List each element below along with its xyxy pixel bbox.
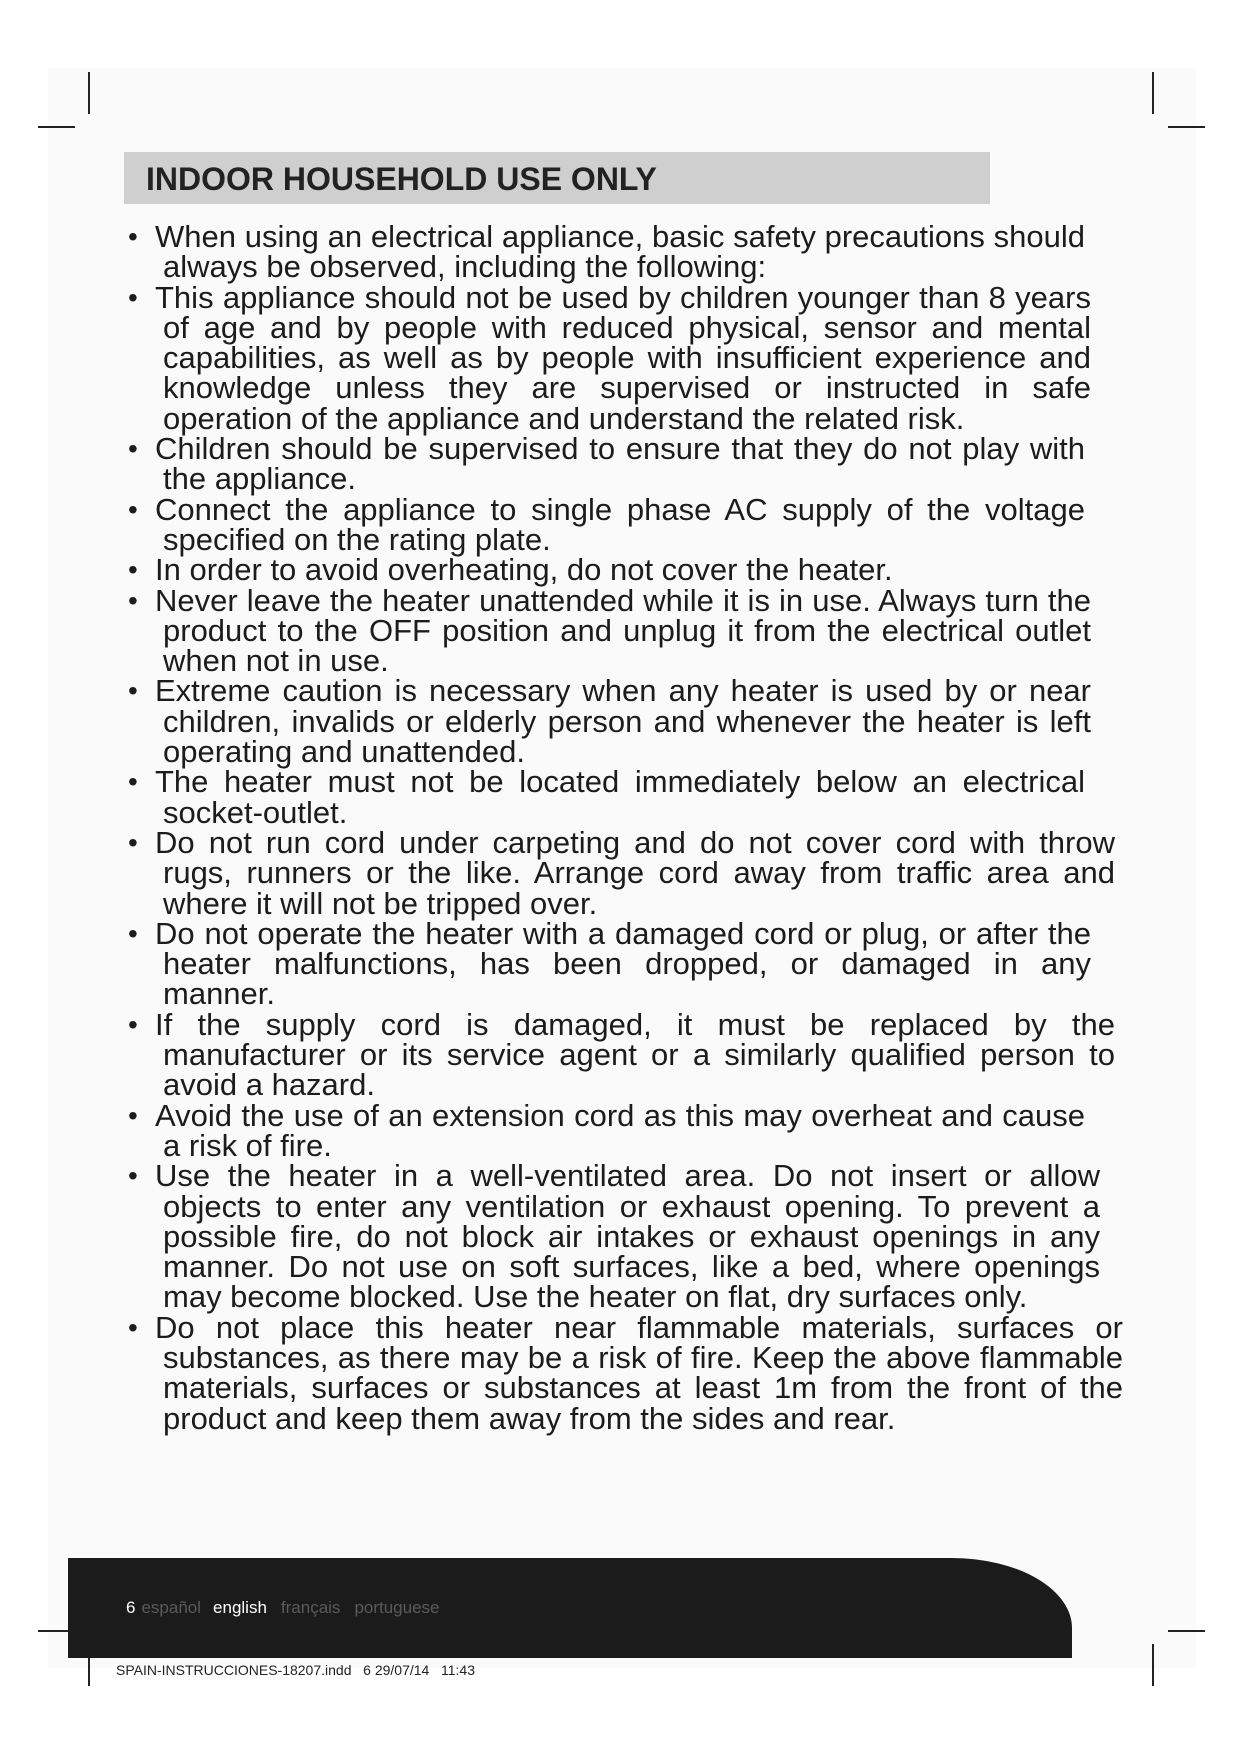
list-item-text: • This appliance should not be used by children younger than 8 years of age and by people with reduced physical, sensor and mental capabilities, as well as by people with insufficient experience and knowledge unless they are supervised or instructed in safe operation of the appliance and understand the related risk. [155,279,1091,436]
list-item-text: • Do not place this heater near flammable materials, surfaces or substances, as there may be a risk of fire. Keep the above flammable materials, surfaces or substances at least 1m from the front of the product and keep them away from the sides and rear. [155,1309,1123,1436]
section-heading-bar [124,152,990,204]
list-item-text: • Extreme caution is necessary when any heater is used by or near children, invalids or elderly person and whenever the heater is left operating and unattended. [155,673,1091,770]
list-item [130,582,1091,679]
list-item-text: • When using an electrical appliance, basic safety precautions should always be observed, including the following: [155,219,1085,285]
language-label-espanol: español [141,1598,202,1617]
crop-mark-top-left-horizontal [38,126,75,128]
page-number: 6 [126,1598,136,1617]
crop-mark-top-right-horizontal [1168,126,1205,128]
list-item-text: • If the supply cord is damaged, it must be replaced by the manufacturer or its service agent or a similarly qualified person to avoid a hazard. [155,1006,1115,1103]
list-item [130,1006,1115,1103]
list-item [130,1158,1100,1315]
language-label-francais: français [280,1598,341,1617]
list-item-text: • In order to avoid overheating, do not cover the heater. [155,552,893,588]
language-label-english: english [213,1598,267,1617]
list-item [130,491,1085,557]
list-item-text: • Avoid the use of an extension cord as this may overheat and cause a risk of fire. [155,1097,1085,1163]
list-item-text: • Do not operate the heater with a damaged cord or plug, or after the heater malfunctions, has been dropped, or damaged in any manner. [155,915,1091,1012]
footer-band [68,1558,1072,1658]
list-item-text: • Use the heater in a well-ventilated area. Do not insert or allow objects to enter any ventilation or exhaust opening. To prevent a possible fire, do not block air intakes or exhaust openings in any manner. Do not use on soft surfaces, like a bed, where openings may become blocked. Use the heater on flat, dry surfaces only. [155,1158,1100,1315]
list-item-text: • Children should be supervised to ensure that they do not play with the appliance. [155,431,1085,497]
crop-mark-bottom-right-horizontal [1168,1630,1205,1632]
language-bar [126,1598,440,1618]
list-item-text: • The heater must not be located immediately below an electrical socket-outlet. [155,764,1085,830]
section-heading: INDOOR HOUSEHOLD USE ONLY [146,161,657,197]
print-slug: SPAIN-INSTRUCCIONES-18207.indd 6 29/07/14 11:43 [116,1662,475,1678]
crop-mark-top-right-vertical [1152,72,1154,114]
list-item-text: • Never leave the heater unattended while it is in use. Always turn the product to the OFF position and unplug it from the electrical outlet when not in use. [155,582,1091,679]
crop-mark-bottom-right-vertical [1152,1644,1154,1686]
list-item [130,824,1115,921]
list-item [130,1309,1123,1436]
list-item [130,764,1085,830]
crop-mark-top-left-vertical [88,72,90,114]
list-item [130,1097,1085,1163]
list-item-text: • Connect the appliance to single phase AC supply of the voltage specified on the rating plate. [155,491,1085,557]
list-item [130,552,1085,588]
list-item [130,673,1091,770]
safety-instructions-list [130,219,1123,1436]
list-item [130,915,1091,1012]
list-item-text: • Do not run cord under carpeting and do not cover cord with throw rugs, runners or the like. Arrange cord away from traffic area and where it will not be tripped over. [155,824,1115,921]
list-item [130,219,1085,285]
language-label-portuguese: portuguese [354,1598,440,1617]
list-item [130,279,1091,436]
list-item [130,431,1085,497]
